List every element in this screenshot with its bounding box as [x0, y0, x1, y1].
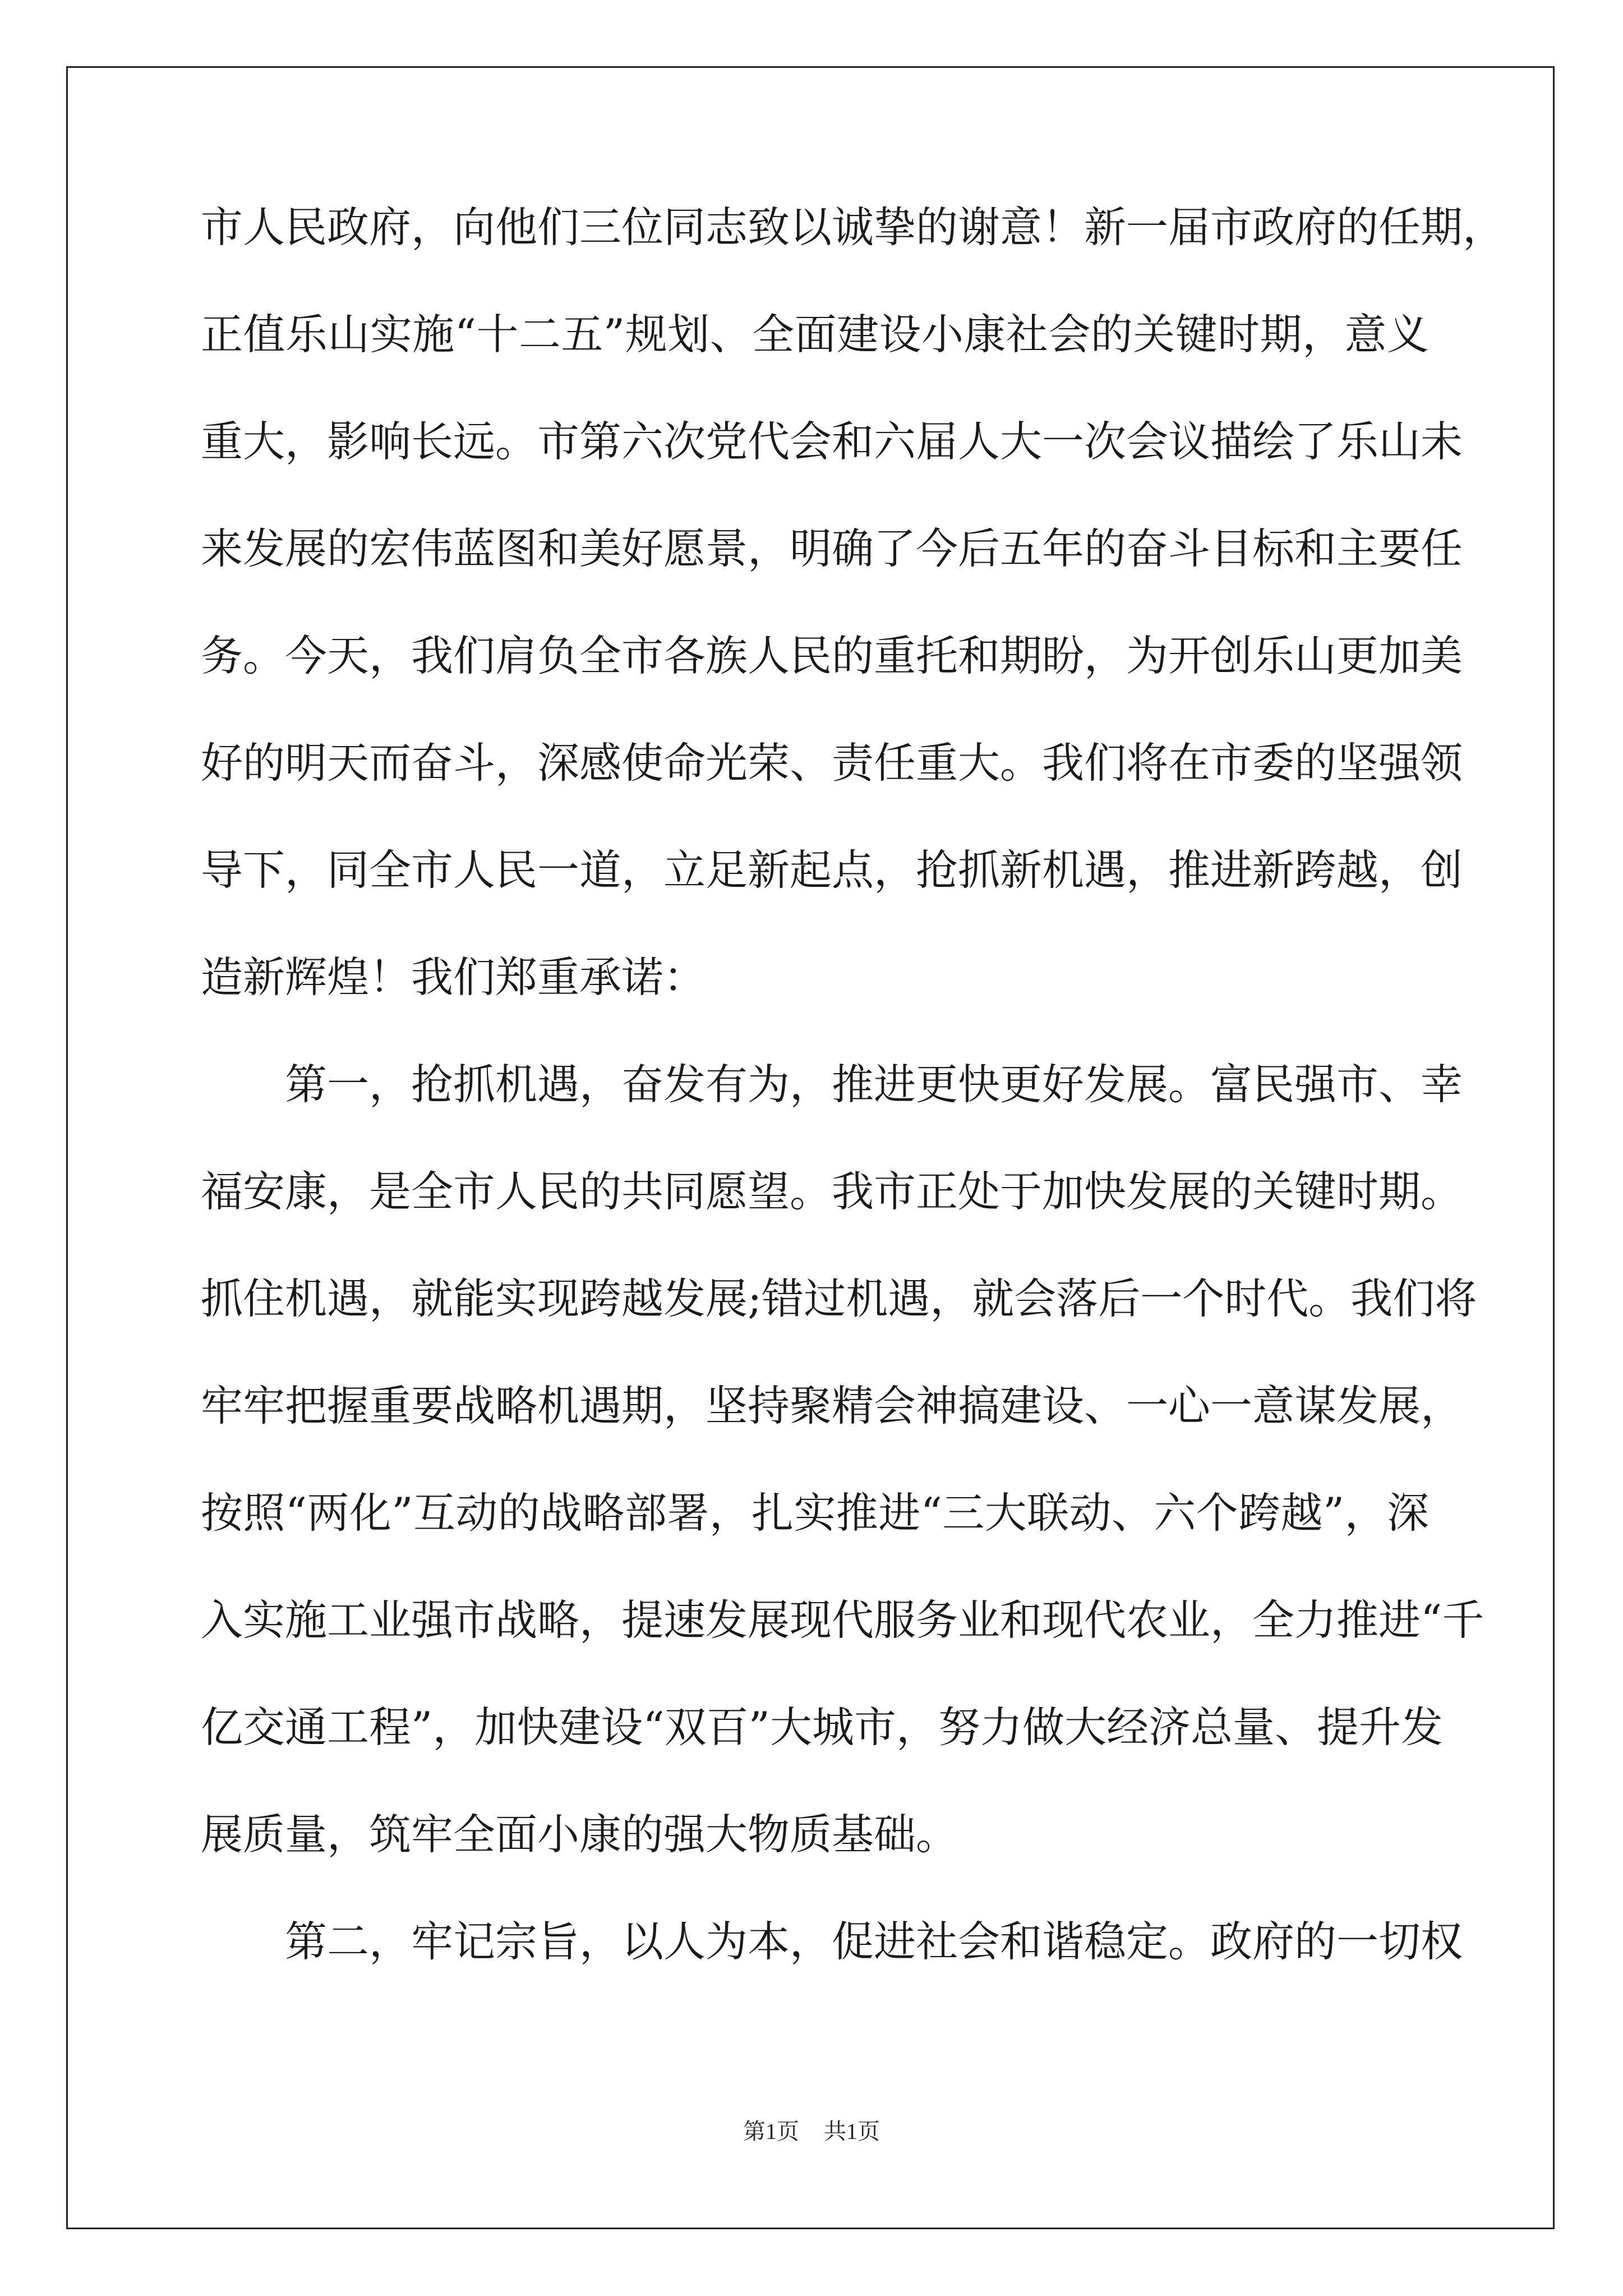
text-line: 正值乐山实施“十二五”规划、全面建设小康社会的关键时期，意义 [201, 310, 1429, 359]
text-line: 市人民政府，向他们三位同志致以诚挚的谢意！新一届市政府的任期， [201, 203, 1505, 252]
page-footer [0, 2114, 1623, 2146]
page-number-total: 共1页 [824, 2119, 880, 2144]
text-line: 抓住机遇，就能实现跨越发展;错过机遇，就会落后一个时代。我们将 [201, 1274, 1477, 1323]
text-line: 入实施工业强市战略，提速发展现代服务业和现代农业，全力推进“千 [201, 1595, 1484, 1645]
text-line: 重大，影响长远。市第六次党代会和六届人大一次会议描绘了乐山未 [201, 417, 1463, 466]
text-line: 展质量，筑牢全面小康的强大物质基础。 [201, 1810, 958, 1859]
text-line: 务。今天，我们肩负全市各族人民的重托和期盼，为开创乐山更加美 [201, 631, 1463, 680]
text-line: 导下，同全市人民一道，立足新起点，抢抓新机遇，推进新跨越，创 [201, 845, 1463, 895]
text-line: 福安康，是全市人民的共同愿望。我市正处于加快发展的关键时期。 [201, 1167, 1463, 1216]
paragraph-first-line: 第二，牢记宗旨，以人为本，促进社会和谐稳定。政府的一切权 [285, 1917, 1463, 1966]
text-line: 亿交通工程”，加快建设“双百”大城市，努力做大经济总量、提升发 [201, 1703, 1444, 1752]
text-line: 来发展的宏伟蓝图和美好愿景，明确了今后五年的奋斗目标和主要任 [201, 524, 1463, 573]
text-line: 按照“两化”互动的战略部署，扎实推进“三大联动、六个跨越”，深 [201, 1488, 1429, 1538]
paragraph-first-line: 第一，抢抓机遇，奋发有为，推进更快更好发展。富民强市、幸 [285, 1060, 1463, 1109]
document-body [201, 203, 1505, 2028]
text-line: 好的明天而奋斗，深感使命光荣、责任重大。我们将在市委的坚强领 [201, 738, 1463, 788]
text-line: 牢牢把握重要战略机遇期，坚持聚精会神搞建设、一心一意谋发展， [201, 1381, 1463, 1430]
page-number-current: 第1页 [743, 2119, 799, 2144]
text-line: 造新辉煌！我们郑重承诺： [201, 953, 706, 1002]
